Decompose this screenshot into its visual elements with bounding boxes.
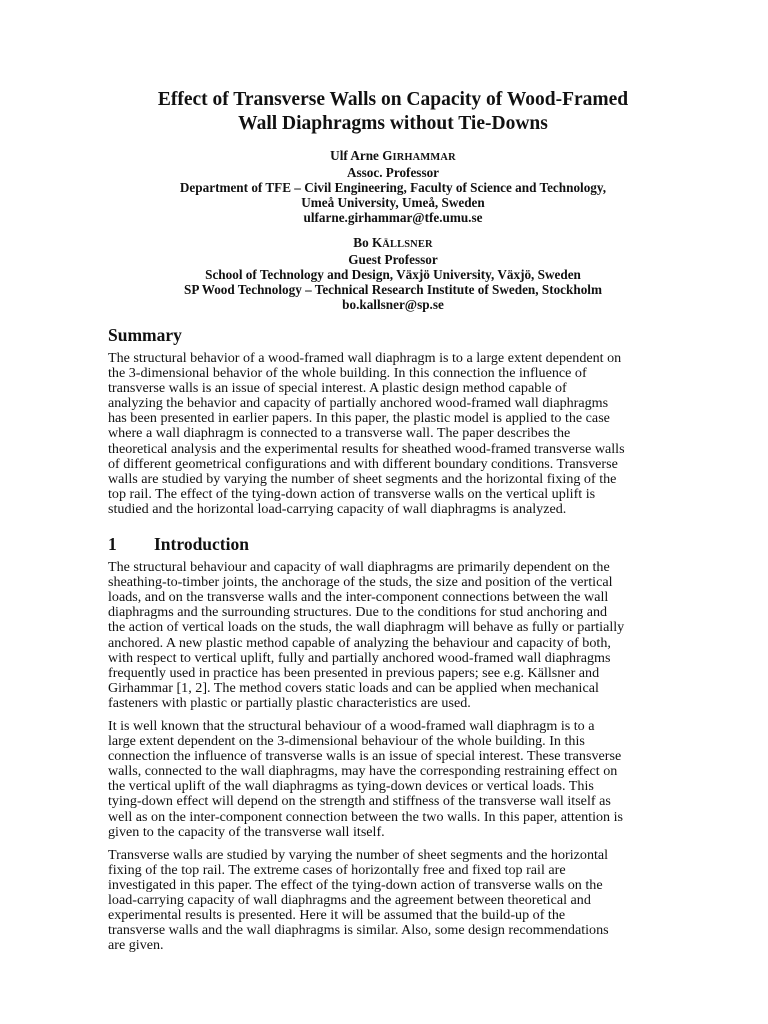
author-email: bo.kallsner@sp.se (342, 297, 444, 312)
text-line: given to the capacity of the transverse wall itself. (108, 823, 385, 840)
introduction-paragraph-2 (108, 719, 678, 840)
author-block-1 (108, 148, 678, 225)
text-line: load-carrying capacity of wall diaphragms and the agreement between theoretical and (108, 892, 591, 908)
text-line: the vertical uplift of the wall diaphragms as tying-down devices or vertical loads. This (108, 778, 594, 795)
author-affiliation-line: School of Technology and Design, Växjö University, Växjö, Sweden (205, 267, 581, 282)
text-line: transverse walls and the wall diaphragms is similar. Also, some design recommendations (108, 922, 609, 939)
section-number: 1 (108, 534, 117, 555)
text-line: the action of vertical loads on the studs, the wall diaphragm will behave as fully or partially (108, 619, 625, 636)
author-block-2 (108, 235, 678, 312)
author-affiliation-line: Umeå University, Umeå, Sweden (301, 195, 485, 210)
author-affiliation-line: SP Wood Technology – Technical Research Institute of Sweden, Stockholm (184, 282, 602, 297)
text-line: are given. (108, 937, 164, 954)
author-position: Guest Professor (348, 252, 438, 267)
text-line: frequently used in practice has been presented in previous papers; see e.g. Källsner and (108, 664, 600, 681)
summary-heading: Summary (108, 325, 182, 345)
text-line: studied and the horizontal load-carrying capacity of wall diaphragms is analyzed. (108, 500, 567, 517)
text-line: Girhammar [1, 2]. The method covers static loads and can be applied when mechanical (108, 679, 599, 696)
text-line: It is well known that the structural behaviour of a wood-framed wall diaphragm is to a (108, 717, 595, 734)
author-affiliation-line: Department of TFE – Civil Engineering, Faculty of Science and Technology, (179, 180, 607, 195)
text-line: large extent dependent on the 3-dimensional behaviour of the whole building. In this (108, 733, 585, 750)
text-line: The structural behavior of a wood-framed wall diaphragm is to a large extent dependent on (108, 350, 622, 366)
title-line-2: Wall Diaphragms without Tie-Downs (238, 113, 548, 134)
author-email: ulfarne.girhammar@tfe.umu.se (303, 210, 483, 225)
author-name: Bo KÄLLSNER (353, 235, 433, 250)
text-line: with respect to vertical uplift, fully and partially anchored wood-framed wall diaphragms (108, 649, 611, 666)
text-line: experimental results is presented. Here it will be assumed that the build-up of the (108, 907, 566, 924)
text-line: of different geometrical configurations and with different boundary conditions. Transverse (108, 455, 618, 472)
text-line: walls are studied by varying the number of sheet segments and the horizontal fixing of the (108, 470, 617, 487)
text-line: transverse walls is an issue of special interest. A plastic design method capable of (108, 380, 567, 397)
title-line-1: Effect of Transverse Walls on Capacity of Wood-Framed (157, 89, 629, 110)
text-line: connection the influence of transverse walls is an issue of special interest. These transverse (108, 748, 622, 765)
paper-title (108, 88, 678, 136)
text-line: analyzing the behavior and capacity of partially anchored wood-framed wall diaphragms (108, 395, 609, 412)
text-line: has been presented in earlier papers. In this paper, the plastic model is applied to the case (108, 410, 610, 427)
text-line: sheathing-to-timber joints, the anchorage of the studs, the size and position of the vertical (108, 574, 613, 591)
author-name: Ulf Arne GIRHAMMAR (330, 148, 456, 163)
text-line: tying-down effect will depend on the strength and stiffness of the transverse wall itself as (108, 793, 611, 810)
text-line: the 3-dimensional behavior of the whole building. In this connection the influence of (108, 365, 587, 382)
text-line: investigated in this paper. The effect of the tying-down action of transverse walls on the (108, 876, 603, 893)
author-position: Assoc. Professor (346, 165, 440, 180)
text-line: where a wall diaphragm is connected to a transverse wall. The paper describes the (108, 425, 571, 442)
text-line: fasteners with plastic or partially plastic characteristics are used. (108, 694, 471, 711)
text-line: well as on the inter-component connection between the two walls. In this paper, attention is (108, 808, 623, 825)
text-line: anchored. A new plastic method capable of analyzing the behaviour and capacity of both, (108, 634, 611, 651)
introduction-paragraph-3 (108, 848, 678, 954)
text-line: walls, connected to the wall diaphragms, may have the corresponding restraining effect on (108, 763, 618, 780)
text-line: theoretical analysis and the experimental results for sheathed wood-framed transverse walls (108, 440, 625, 457)
text-line: top rail. The effect of the tying-down action of transverse walls on the vertical uplift is (108, 485, 596, 502)
text-line: diaphragms and the surrounding structures. Due to the conditions for stud anchoring and (108, 604, 608, 621)
text-line: fixing of the top rail. The extreme cases of horizontally free and fixed top rail are (108, 861, 566, 878)
section-title: Introduction (154, 534, 249, 555)
introduction-paragraph-1 (108, 560, 678, 711)
paper-page (108, 88, 678, 953)
introduction-heading (108, 534, 678, 554)
summary-paragraph (108, 351, 678, 517)
text-line: The structural behaviour and capacity of wall diaphragms are primarily dependent on the (108, 559, 610, 576)
text-line: Transverse walls are studied by varying the number of sheet segments and the horizontal (108, 846, 609, 863)
text-line: loads, and on the transverse walls and the inter-component connections between the wall (108, 589, 609, 606)
